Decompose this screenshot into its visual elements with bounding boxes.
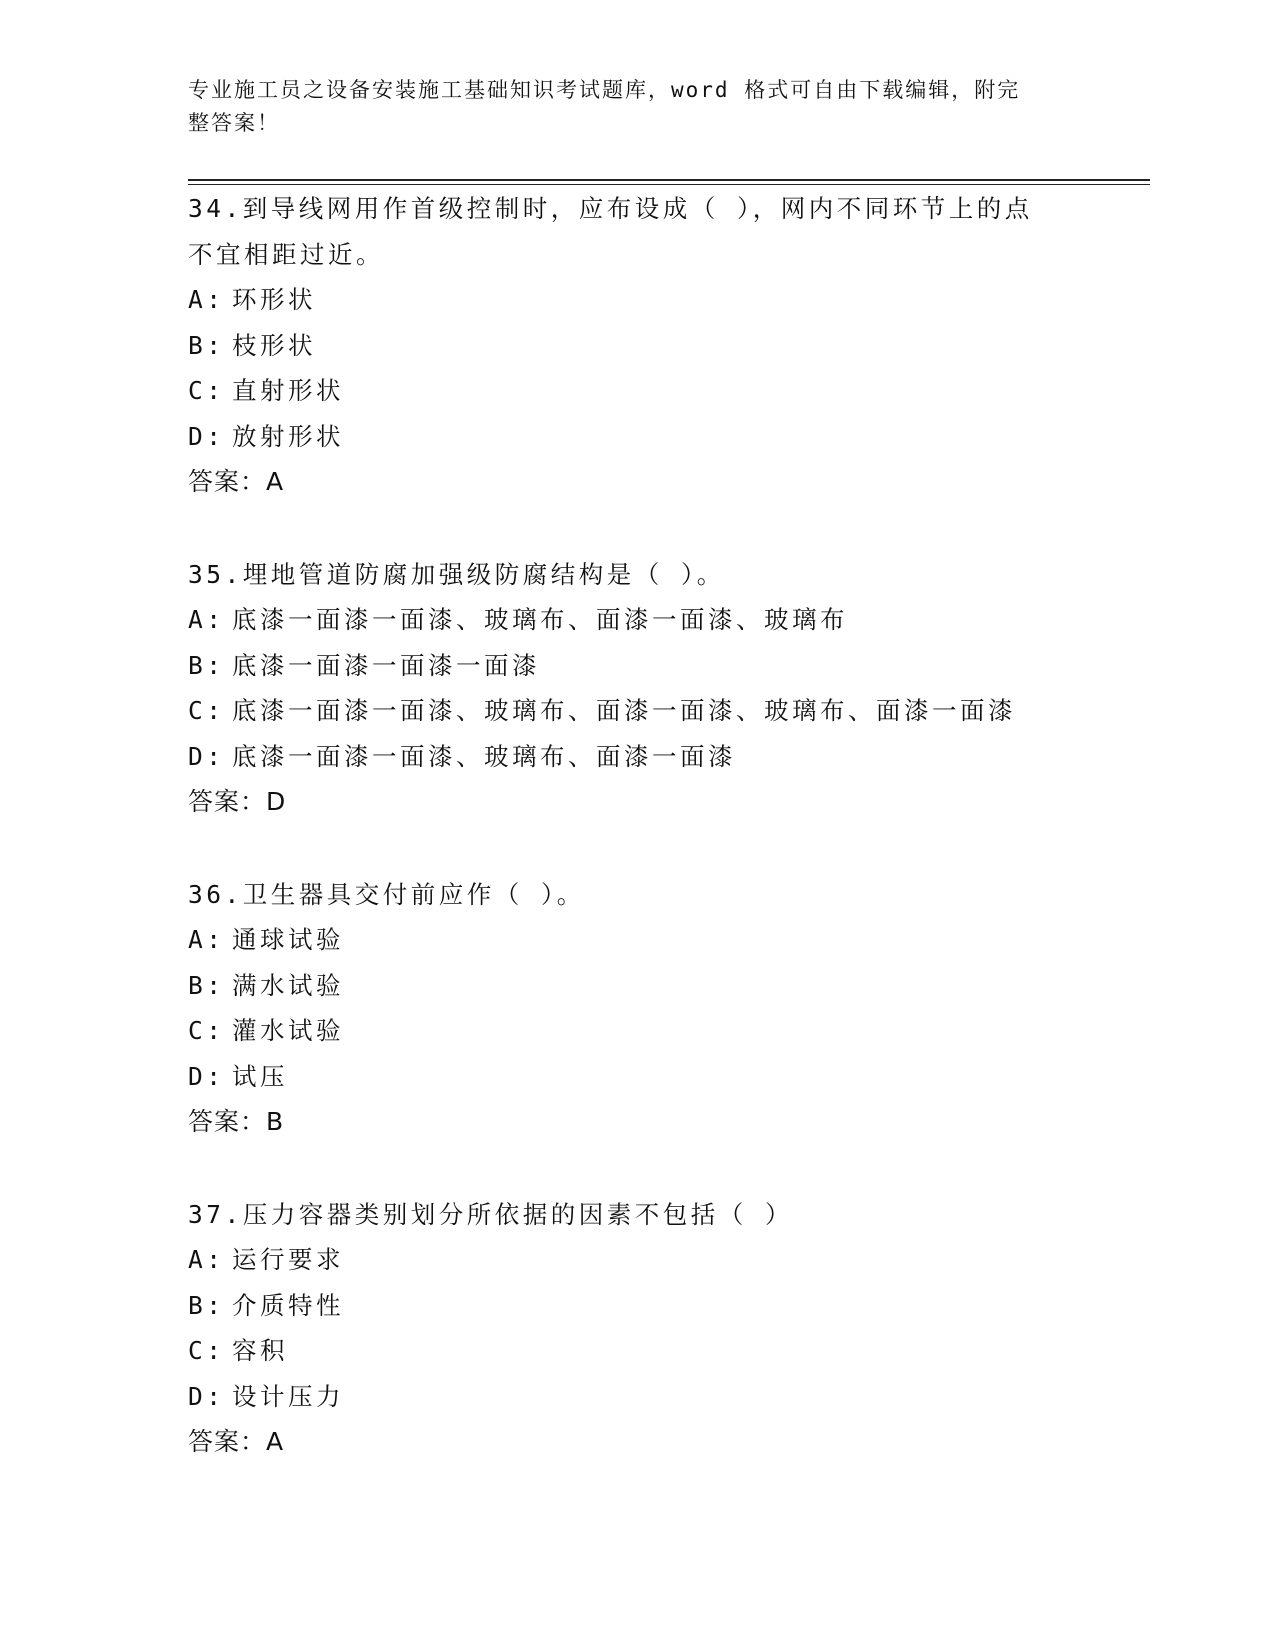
option-b: B: 介质特性: [188, 1290, 344, 1320]
option-d: D: 放射形状: [188, 421, 344, 451]
option-d: D: 试压: [188, 1061, 288, 1091]
option-d: D: 设计压力: [188, 1381, 344, 1411]
option-b: B: 满水试验: [188, 970, 344, 1000]
question-stem: 37.压力容器类别划分所依据的因素不包括（ ）: [188, 1199, 793, 1229]
question-stem: 36.卫生器具交付前应作（ ）。: [188, 879, 585, 909]
header-divider-thick: [188, 179, 1150, 181]
header-line-1: 专业施工员之设备安装施工基础知识考试题库，word 格式可自由下载编辑，附完: [188, 78, 1021, 102]
option-c: C: 灌水试验: [188, 1016, 344, 1045]
question-37: [188, 1192, 1088, 1465]
option-a: A: 通球试验: [188, 925, 344, 954]
option-c: C: 直射形状: [188, 376, 344, 405]
question-stem: 34.到导线网用作首级控制时，应布设成（ ），网内不同环节上的点 不宜相距过近。: [188, 194, 1033, 269]
header-divider-thin: [188, 184, 1150, 185]
option-c: C: 底漆一面漆一面漆、玻璃布、面漆一面漆、玻璃布、面漆一面漆: [188, 696, 1016, 725]
option-b: B: 枝形状: [188, 330, 316, 360]
option-d: D: 底漆一面漆一面漆、玻璃布、面漆一面漆: [188, 741, 736, 771]
question-35: [188, 552, 1088, 825]
option-a: A: 环形状: [188, 285, 316, 314]
option-b: B: 底漆一面漆一面漆一面漆: [188, 650, 540, 680]
question-list: [188, 186, 1088, 1512]
option-a: A: 运行要求: [188, 1245, 344, 1274]
answer: 答案：D: [188, 787, 287, 816]
answer: 答案：A: [188, 467, 285, 496]
option-c: C: 容积: [188, 1336, 288, 1365]
answer: 答案：A: [188, 1427, 285, 1456]
document-header: [188, 74, 1068, 140]
option-a: A: 底漆一面漆一面漆、玻璃布、面漆一面漆、玻璃布: [188, 605, 848, 634]
question-stem: 35.埋地管道防腐加强级防腐结构是（ ）。: [188, 559, 725, 589]
question-34: [188, 186, 1088, 505]
question-36: [188, 872, 1088, 1145]
answer: 答案：B: [188, 1107, 285, 1136]
header-line-2: 整答案！: [188, 111, 280, 135]
